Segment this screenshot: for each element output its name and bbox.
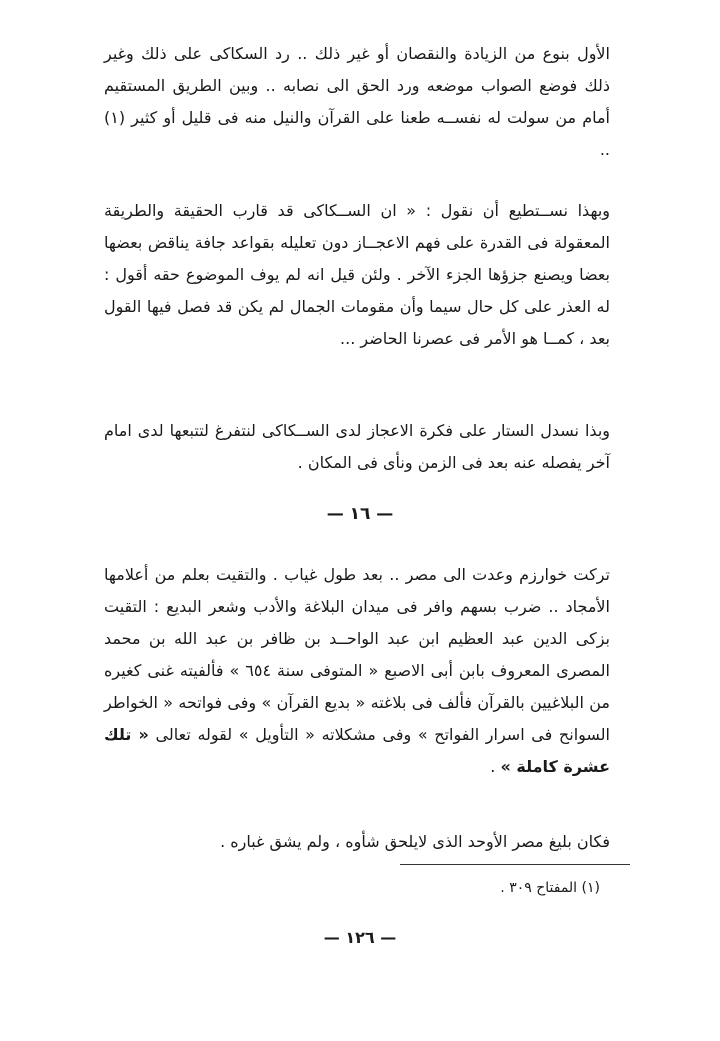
paragraph-2: وبهذا نســتطيع أن نقول : « ان الســكاكى قد قارب الحقيقة والطريقة المعقولة فى القدرة على فهم الاعجــاز دون تعليله بقواعد جافة يناقض بعضها بعضا ويصنع جزؤها الجزء الآخر . ولئن قيل انه لم يوف الموضوع حقه أقول : له العذر على كل حال سيما وأن مقومات الجمال لم يكن قد فصل فيها القول بعد ، كمــا هو الأمر فى عصرنا الحاضر ... (104, 201, 610, 348)
paragraph-4-text: تركت خوارزم وعدت الى مصر .. بعد طول غياب . والتقيت بعلم من أعلامها الأمجاد .. ضرب بسهم وافر فى ميدان البلاغة والأدب وشعر البديع : التقيت بزكى الدين عبد العظيم ابن عبد الواحــد بن ظافر بن عبد الله بن محمد المصرى المعروف بابن أبى الاصبع « المتوفى سنة ٦٥٤ » فألفيته غنى كغيره من البلاغيين بالقرآن فألف فى بلاغته « بديع القرآن » وفى فواتحه « الخواطر السوانح فى اسرار الفواتح » وفى مشكلاته « التأويل » لقوله تعالى (104, 565, 611, 744)
paragraph-5: فكان بليغ مصر الأوحد الذى لايلحق شأوه ، ولم يشق غباره . (220, 832, 610, 851)
section-number: — ١٦ — (326, 504, 394, 524)
paragraph-4 (104, 559, 610, 783)
paragraph-3: وبذا نسدل الستار على فكرة الاعجاز لدى الســكاكى لنتفرغ لتتبعها لدى امام آخر يفصله عنه بعد فى الزمن ونأى فى المكان . (104, 421, 610, 472)
quran-quote: « تلك عشرة كاملة » (104, 725, 610, 776)
footnote: (١) المفتاح ٣٠٩ . (500, 880, 600, 896)
page-number: — ١٢٦ — (323, 928, 397, 947)
footnote-divider (400, 864, 630, 865)
paragraph-4-end: . (490, 757, 501, 776)
paragraph-1: الأول بنوع من الزيادة والنقصان أو غير ذلك .. رد السكاكى على ذلك وغير ذلك فوضع الصواب موضعه ورد الحق الى نصابه .. وبين الطريق المستقيم أمام من سولت له نفســه طعنا على القرآن والنيل منه فى قليل أو كثير (١) .. (104, 44, 610, 159)
